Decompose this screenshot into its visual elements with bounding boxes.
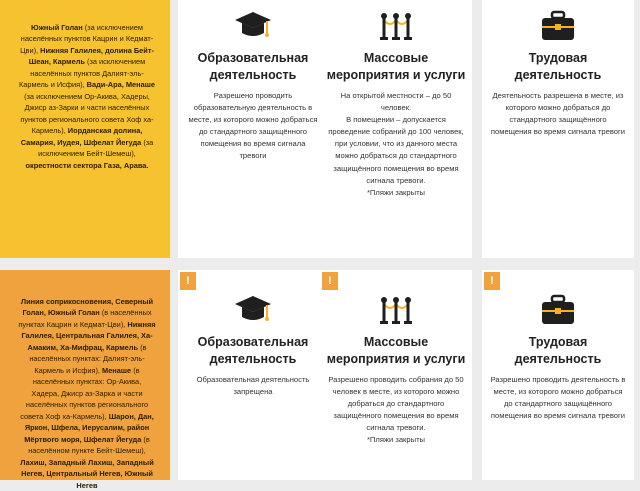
region-segment: (в населённых пунктах: Ор-Акива, Хадера, Джиср аз-Зарка и части населённых пунктов регионального совета Хоф ха-Кармель), xyxy=(20,365,149,421)
warning-badge: ! xyxy=(180,272,196,290)
card-education-yellow xyxy=(178,0,328,258)
region-segment: (за исключением Ор-Акива, Хадеры, Джиср аз-Зарки и части населённых пунктов регионального совета Хоф ха-Кармель), xyxy=(20,91,154,136)
card-events-yellow xyxy=(320,0,472,258)
region-segment: (за исключением населённых пунктов Кацрин и Кедмат-Цви), xyxy=(20,23,154,55)
card-events-orange xyxy=(320,270,472,480)
region-segment: (в населённых пунктах Кацрин и Кедмат-Цви), xyxy=(18,308,152,329)
description-paragraph: В помещении – допускается проведение собраний до 100 человек, при условии, что из данного места можно добраться до стандартного защищённого помещения во время сигнала тревоги. xyxy=(328,115,464,185)
region-segment: (за исключением населённых пунктов Далият-эль-Кармель и Исфия), xyxy=(19,57,146,90)
briefcase-icon xyxy=(538,292,578,328)
card-description xyxy=(328,374,464,447)
description-paragraph: Деятельность разрешена в месте, из которого можно добраться до стандартного защищённого помещения во время сигнала тревоги xyxy=(490,90,626,137)
briefcase-icon xyxy=(538,8,578,44)
description-paragraph: Разрешено проводить собрания до 50 человек в месте, из которого можно добраться до стандартного защищённого помещения во время сигнала тревоги. xyxy=(328,374,464,433)
region-segment: Лахиш, Западный Лахиш, Западный Негев, Центральный Негев, Южный Негев xyxy=(20,457,154,490)
card-title: Образовательная деятельность xyxy=(197,335,309,366)
region-segment: Нижняя Галилея, Центральная Галилея, Ха-Амаким, Ха-Мифрац, Кармель xyxy=(21,319,156,352)
description-paragraph: *Пляжи закрыты xyxy=(366,435,426,445)
stanchions-icon xyxy=(376,8,416,44)
card-title: Трудовая деятельность xyxy=(514,335,602,366)
region-segment: Вади-Ара, Менаше xyxy=(86,80,155,90)
card-title: Массовые мероприятия и услуги xyxy=(326,51,466,82)
card-work-yellow xyxy=(482,0,634,258)
stanchions-icon xyxy=(376,292,416,328)
card-education-orange xyxy=(178,270,328,480)
region-segment: Нижняя Галилея, долина Бейт-Шеан, Кармель xyxy=(28,45,154,67)
region-segment: (за исключением Бейт-Шемеш), xyxy=(38,137,154,159)
region-segment: Менаше xyxy=(102,365,132,375)
region-segment: Иорданская долина, Самария, Иудея, Шфелат Йегуда xyxy=(20,126,143,147)
description-paragraph: Образовательная деятельность запрещена xyxy=(196,374,310,396)
region-segment: Линия соприкосновения, Северный Голан, Южный Голан xyxy=(20,297,154,318)
region-segment: окрестности сектора Газа, Арава. xyxy=(25,160,149,170)
restrictions-band-orange xyxy=(0,270,640,490)
card-description xyxy=(186,90,320,163)
card-description xyxy=(490,90,626,139)
region-segment: Шарон, Дан, Яркон, Шфела, Иерусалим, район Мёртвого моря, Шфелат Йегуда xyxy=(24,411,154,444)
description-paragraph: На открытой местности – до 50 человек. xyxy=(340,90,452,112)
card-description xyxy=(490,374,626,423)
region-segment: (в населённых пунктах: Далият-эль-Кармель и Исфия), xyxy=(29,342,147,375)
region-segment: Южный Голан xyxy=(30,23,83,32)
description-paragraph: Разрешено проводить образовательную деятельность в месте, из которого можно добраться до стандартного защищённого помещения во время сигнала тревоги xyxy=(188,90,318,161)
region-segment: (в населённом пункте Бейт-Шемеш), xyxy=(28,434,150,456)
card-title: Трудовая деятельность xyxy=(514,51,602,82)
region-list-yellow xyxy=(0,0,170,258)
description-paragraph: Разрешено проводить деятельность в месте, из которого можно добраться до стандартного защищённого помещения во время сигнала тревоги xyxy=(490,374,626,421)
card-description xyxy=(328,90,464,199)
warning-badge: ! xyxy=(322,272,338,290)
card-work-orange xyxy=(482,270,634,480)
description-paragraph: *Пляжи закрыты xyxy=(366,187,426,197)
card-title: Массовые мероприятия и услуги xyxy=(326,335,466,366)
card-description xyxy=(186,374,320,398)
region-list-orange xyxy=(0,270,170,490)
warning-badge: ! xyxy=(484,272,500,290)
card-title: Образовательная деятельность xyxy=(197,51,309,82)
graduation-cap-icon xyxy=(233,292,273,328)
graduation-cap-icon xyxy=(233,8,273,44)
